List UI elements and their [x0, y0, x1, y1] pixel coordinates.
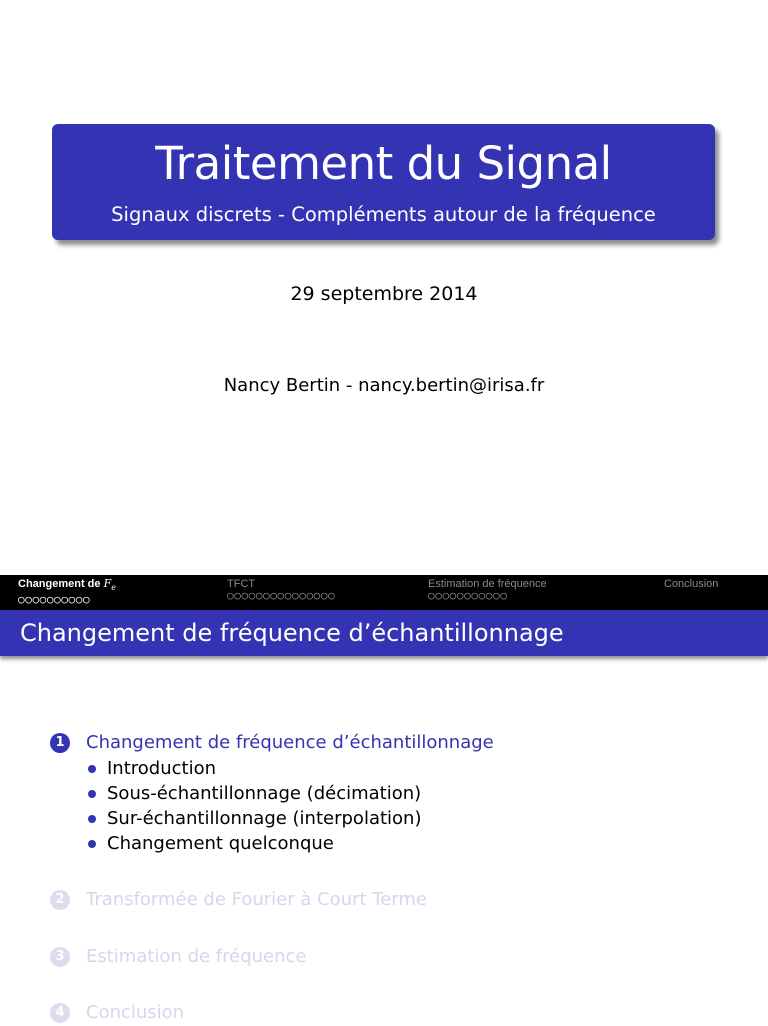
frame-title: Changement de fréquence d’échantillonnage [20, 619, 564, 647]
presentation-title: Traitement du Signal [155, 137, 612, 190]
toc-section-2[interactable] [50, 887, 750, 913]
toc-section-4[interactable] [50, 1000, 750, 1026]
subsection-title: Sur-échantillonnage (interpolation) [107, 808, 422, 829]
subsection-title: Sous-échantillonnage (décimation) [107, 783, 422, 804]
section-title: Estimation de fréquence [86, 946, 307, 967]
nav-section-label: Estimation de fréquence [428, 578, 547, 590]
frame-title-bar [0, 610, 768, 656]
section-title: Conclusion [86, 1002, 185, 1023]
section-number-badge: 3 [50, 947, 70, 967]
nav-section-label: Changement de $F_e$ [18, 577, 116, 593]
nav-frame-dots[interactable]: ○○○○○○○○○○ [18, 593, 91, 607]
title-block [52, 124, 715, 240]
outline-slide [0, 575, 768, 1024]
bullet-icon [88, 765, 96, 773]
toc-subsection[interactable] [50, 781, 750, 806]
presentation-date: 29 septembre 2014 [290, 283, 478, 305]
bullet-icon [88, 840, 96, 848]
nav-frame-dots[interactable]: ○○○○○○○○○○○○○○○ [227, 589, 336, 602]
section-number-badge: 4 [50, 1003, 70, 1023]
toc-section-3[interactable] [50, 944, 750, 970]
presentation-author: Nancy Bertin - nancy.bertin@irisa.fr [223, 375, 545, 396]
subsection-title: Changement quelconque [107, 833, 334, 854]
section-navigation-bar [0, 575, 768, 610]
table-of-contents [50, 730, 750, 1026]
bullet-icon [88, 790, 96, 798]
section-number-badge: 1 [50, 733, 70, 753]
bullet-icon [88, 815, 96, 823]
toc-subsection[interactable] [50, 831, 750, 856]
subsection-title: Introduction [107, 758, 217, 779]
section-title: Transformée de Fourier à Court Terme [86, 889, 427, 910]
nav-frame-dots[interactable]: ○○○○○○○○○○○ [428, 589, 508, 602]
section-number-badge: 2 [50, 890, 70, 910]
nav-section-conclusion[interactable] [664, 577, 718, 591]
nav-section-label: Conclusion [664, 578, 719, 590]
section-title: Changement de fréquence d’échantillonnage [86, 732, 494, 753]
nav-section-tfct[interactable] [227, 577, 335, 601]
nav-section-label: TFCT [227, 578, 256, 590]
nav-section-changement[interactable] [18, 577, 116, 605]
toc-section-1[interactable] [50, 730, 750, 756]
toc-subsection[interactable] [50, 806, 750, 831]
presentation-subtitle: Signaux discrets - Compléments autour de la fréquence [111, 203, 656, 226]
toc-subsection[interactable] [50, 756, 750, 781]
nav-section-estimation[interactable] [428, 577, 547, 601]
